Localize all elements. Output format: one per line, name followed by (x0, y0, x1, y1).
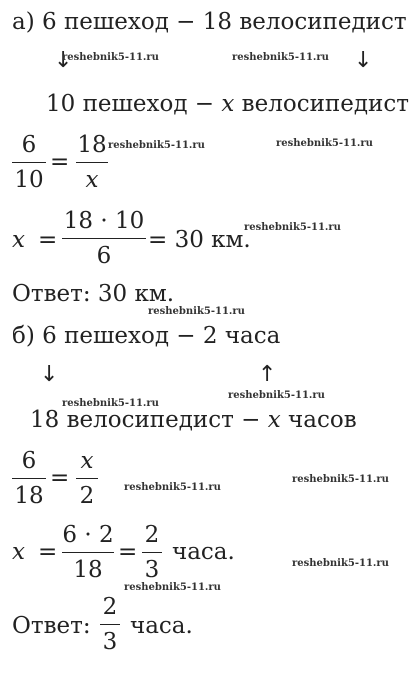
watermark: reshebnik5-11.ru (232, 52, 329, 63)
fraction: 6 18 (12, 446, 46, 511)
answer-b-label: Ответ: (12, 613, 91, 639)
watermark: reshebnik5-11.ru (292, 474, 389, 485)
equals-sign: = (50, 465, 70, 491)
part-b-line2: 18 велосипедист − x часов (30, 407, 357, 433)
equals-sign: = (50, 149, 70, 175)
part-b-line1: б) 6 пешеход − 2 часа (12, 323, 281, 349)
watermark: reshebnik5-11.ru (228, 390, 325, 401)
arrow-up-icon: ↑ (258, 362, 277, 387)
watermark: reshebnik5-11.ru (244, 222, 341, 233)
watermark: reshebnik5-11.ru (124, 582, 221, 593)
watermark: reshebnik5-11.ru (292, 558, 389, 569)
unit-label: часа. (172, 539, 235, 565)
solution-result: = 30 км. (148, 227, 251, 253)
answer-b-unit: часа. (130, 613, 193, 639)
watermark: reshebnik5-11.ru (124, 482, 221, 493)
fraction: 18 x (77, 132, 107, 193)
watermark: reshebnik5-11.ru (62, 398, 159, 409)
part-a-line2: 10 пешеход − x велосипедист (46, 91, 409, 117)
fraction: 6 · 2 18 (62, 522, 114, 583)
part-a-line1: а) 6 пешеход − 18 велосипедист (12, 9, 407, 35)
equals-sign: = (38, 227, 58, 253)
fraction: x 2 (76, 446, 98, 511)
fraction: 18 · 10 6 (63, 208, 145, 269)
watermark: reshebnik5-11.ru (148, 306, 245, 317)
arrow-down-icon: ↓ (354, 48, 373, 73)
watermark: reshebnik5-11.ru (276, 138, 373, 149)
fraction: 2 3 (142, 520, 162, 585)
answer-a: Ответ: 30 км. (12, 281, 175, 307)
arrow-down-icon: ↓ (40, 362, 59, 387)
variable-x: x (12, 227, 25, 253)
fraction: 6 10 (12, 130, 46, 195)
watermark: reshebnik5-11.ru (62, 52, 159, 63)
equals-sign: = (118, 539, 138, 565)
watermark: reshebnik5-11.ru (108, 140, 205, 151)
variable-x: x (12, 539, 25, 565)
fraction: 2 3 (100, 592, 120, 657)
equals-sign: = (38, 539, 58, 565)
arrow-down-icon: ↓ (54, 48, 73, 73)
